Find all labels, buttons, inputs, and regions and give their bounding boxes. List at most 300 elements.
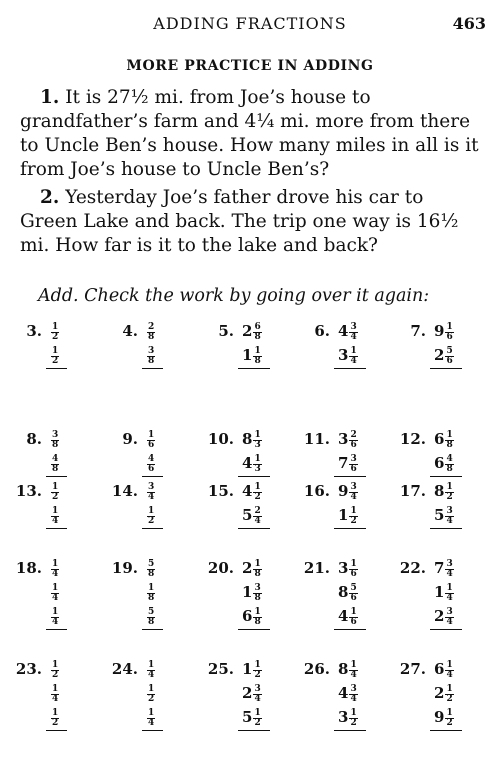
exercise-16	[300, 482, 396, 562]
whole-number: 4	[338, 607, 349, 625]
fraction	[349, 323, 357, 341]
numerator: 1	[148, 506, 155, 516]
denominator: 2	[254, 669, 261, 680]
addend	[50, 482, 67, 506]
word-problem-1	[20, 86, 486, 182]
denominator: 4	[446, 616, 453, 627]
denominator: 2	[148, 693, 155, 704]
addend-stack	[242, 660, 270, 731]
whole-number: 3	[338, 708, 349, 726]
whole-number: 3	[338, 346, 349, 364]
whole-number: 8	[338, 660, 349, 678]
addend	[338, 583, 366, 607]
numerator: 1	[52, 482, 59, 492]
denominator: 2	[52, 331, 59, 342]
fraction	[349, 608, 357, 626]
fraction	[147, 661, 155, 679]
denominator: 6	[446, 331, 453, 342]
exercise-number: 24.	[111, 660, 138, 678]
fraction	[253, 584, 261, 602]
whole-number: 1	[434, 583, 445, 601]
numerator: 3	[52, 430, 59, 440]
numerator: 2	[148, 322, 155, 332]
addend-underlined	[430, 708, 462, 731]
numerator: 1	[350, 660, 357, 670]
exercise-5	[204, 322, 300, 402]
numerator: 1	[254, 559, 261, 569]
whole-number: 2	[242, 684, 253, 702]
fraction	[349, 455, 357, 473]
numerator: 3	[148, 482, 155, 492]
numerator: 1	[446, 583, 453, 593]
addend-underlined	[46, 454, 67, 477]
fraction	[147, 323, 155, 341]
numerator: 1	[254, 660, 261, 670]
denominator: 8	[254, 592, 261, 603]
addend	[50, 583, 67, 607]
addend	[434, 322, 462, 346]
fraction	[445, 560, 453, 578]
addend-stack	[242, 559, 270, 630]
addend	[50, 660, 67, 684]
numerator: 2	[350, 430, 357, 440]
addend-underlined	[46, 607, 67, 630]
addend-stack	[338, 482, 366, 529]
fraction	[147, 584, 155, 602]
word-problem-2	[20, 186, 486, 258]
addend	[146, 482, 163, 506]
exercise-number: 15.	[207, 482, 234, 500]
addend	[242, 430, 270, 454]
fraction	[253, 661, 261, 679]
exercise-15	[204, 482, 300, 562]
whole-number: 1	[242, 660, 253, 678]
whole-number: 3	[338, 559, 349, 577]
fraction	[51, 347, 59, 365]
addend-stack	[146, 559, 163, 630]
whole-number: 6	[434, 660, 445, 678]
fraction	[51, 507, 59, 525]
fraction	[349, 709, 357, 727]
exercise-number: 22.	[399, 559, 426, 577]
addend	[146, 660, 163, 684]
denominator: 4	[52, 568, 59, 579]
fraction	[349, 584, 357, 602]
numerator: 3	[350, 482, 357, 492]
addend	[146, 322, 163, 346]
page-header	[0, 14, 500, 38]
addend-underlined	[430, 454, 462, 477]
numerator: 1	[52, 660, 59, 670]
denominator: 4	[52, 515, 59, 526]
denominator: 2	[446, 717, 453, 728]
addend-underlined	[430, 506, 462, 529]
running-title: ADDING FRACTIONS	[153, 14, 347, 33]
denominator: 2	[52, 491, 59, 502]
fraction	[349, 661, 357, 679]
denominator: 6	[446, 355, 453, 366]
numerator: 3	[350, 322, 357, 332]
exercise-number: 4.	[122, 322, 138, 340]
addend-underlined	[334, 454, 366, 477]
whole-number: 8	[242, 430, 253, 448]
addend-stack	[434, 430, 462, 477]
numerator: 1	[446, 322, 453, 332]
addend	[50, 322, 67, 346]
exercise-18	[12, 559, 108, 639]
addend-underlined	[46, 346, 67, 369]
denominator: 2	[52, 717, 59, 728]
addend	[242, 583, 270, 607]
denominator: 8	[148, 592, 155, 603]
exercise-number: 13.	[15, 482, 42, 500]
exercise-21	[300, 559, 396, 639]
denominator: 4	[446, 515, 453, 526]
fraction	[51, 560, 59, 578]
numerator: 4	[52, 454, 59, 464]
numerator: 3	[350, 454, 357, 464]
numerator: 1	[446, 708, 453, 718]
fraction	[349, 685, 357, 703]
fraction	[445, 685, 453, 703]
numerator: 3	[446, 506, 453, 516]
addend-underlined	[142, 454, 163, 477]
addend-stack	[242, 482, 270, 529]
numerator: 1	[52, 607, 59, 617]
addend-underlined	[238, 454, 270, 477]
addend	[434, 583, 462, 607]
whole-number: 9	[434, 322, 445, 340]
addend-stack	[50, 430, 67, 477]
exercise-number: 17.	[399, 482, 426, 500]
addend-underlined	[430, 607, 462, 630]
page-number: 463	[452, 14, 486, 33]
fraction	[349, 431, 357, 449]
numerator: 1	[446, 482, 453, 492]
addend-underlined	[238, 708, 270, 731]
numerator: 1	[148, 430, 155, 440]
denominator: 8	[254, 331, 261, 342]
numerator: 1	[254, 482, 261, 492]
numerator: 1	[254, 708, 261, 718]
numerator: 1	[350, 346, 357, 356]
exercise-number: 26.	[303, 660, 330, 678]
exercise-number: 19.	[111, 559, 138, 577]
denominator: 4	[350, 331, 357, 342]
numerator: 2	[254, 506, 261, 516]
fraction	[147, 431, 155, 449]
addend-stack	[50, 322, 67, 369]
numerator: 1	[254, 346, 261, 356]
fraction	[253, 685, 261, 703]
whole-number: 7	[338, 454, 349, 472]
denominator: 4	[52, 693, 59, 704]
denominator: 4	[446, 669, 453, 680]
fraction	[349, 507, 357, 525]
fraction	[253, 455, 261, 473]
addend	[146, 684, 163, 708]
numerator: 3	[254, 583, 261, 593]
whole-number: 9	[434, 708, 445, 726]
addend-underlined	[334, 506, 366, 529]
addend-underlined	[238, 607, 270, 630]
denominator: 2	[350, 717, 357, 728]
fraction	[349, 560, 357, 578]
addend-underlined	[142, 607, 163, 630]
denominator: 4	[350, 491, 357, 502]
addend-stack	[146, 482, 163, 529]
addend-stack	[338, 660, 366, 731]
fraction	[51, 431, 59, 449]
exercise-number: 3.	[26, 322, 42, 340]
denominator: 2	[446, 693, 453, 704]
exercise-14	[108, 482, 204, 562]
fraction	[445, 507, 453, 525]
whole-number: 2	[242, 322, 253, 340]
fraction	[51, 483, 59, 501]
numerator: 1	[148, 583, 155, 593]
exercise-23	[12, 660, 108, 740]
denominator: 2	[350, 515, 357, 526]
denominator: 2	[148, 515, 155, 526]
denominator: 4	[254, 693, 261, 704]
whole-number: 4	[242, 454, 253, 472]
problem-number: 1.	[40, 87, 60, 108]
numerator: 1	[254, 454, 261, 464]
addend	[50, 559, 67, 583]
denominator: 6	[350, 616, 357, 627]
fraction	[253, 507, 261, 525]
fraction	[147, 560, 155, 578]
fraction	[445, 323, 453, 341]
exercise-number: 9.	[122, 430, 138, 448]
whole-number: 6	[434, 454, 445, 472]
addend-underlined	[334, 607, 366, 630]
numerator: 1	[52, 708, 59, 718]
numerator: 1	[52, 583, 59, 593]
numerator: 3	[254, 684, 261, 694]
whole-number: 1	[242, 583, 253, 601]
section-title: MORE PRACTICE IN ADDING	[126, 58, 374, 74]
addend	[338, 559, 366, 583]
addend-underlined	[142, 506, 163, 529]
addend-stack	[146, 430, 163, 477]
denominator: 8	[446, 463, 453, 474]
fraction	[445, 584, 453, 602]
exercise-number: 20.	[207, 559, 234, 577]
numerator: 1	[148, 708, 155, 718]
addend-underlined	[430, 346, 462, 369]
fraction	[253, 431, 261, 449]
addend	[434, 482, 462, 506]
denominator: 8	[254, 616, 261, 627]
addend-stack	[338, 430, 366, 477]
whole-number: 5	[242, 506, 253, 524]
numerator: 1	[350, 559, 357, 569]
denominator: 6	[148, 439, 155, 450]
addend	[242, 684, 270, 708]
addend-stack	[242, 430, 270, 477]
numerator: 6	[254, 322, 261, 332]
exercise-number: 5.	[218, 322, 234, 340]
numerator: 1	[254, 607, 261, 617]
denominator: 8	[52, 463, 59, 474]
numerator: 1	[52, 684, 59, 694]
denominator: 3	[254, 439, 261, 450]
whole-number: 4	[338, 684, 349, 702]
addend-stack	[50, 482, 67, 529]
numerator: 1	[52, 506, 59, 516]
fraction	[349, 483, 357, 501]
whole-number: 8	[338, 583, 349, 601]
denominator: 2	[52, 669, 59, 680]
fraction	[445, 709, 453, 727]
denominator: 2	[446, 491, 453, 502]
whole-number: 4	[242, 482, 253, 500]
exercise-number: 8.	[26, 430, 42, 448]
exercise-number: 10.	[207, 430, 234, 448]
whole-number: 2	[434, 607, 445, 625]
exercise-17	[396, 482, 492, 562]
exercise-7	[396, 322, 492, 402]
numerator: 1	[446, 684, 453, 694]
denominator: 4	[148, 669, 155, 680]
addend	[338, 322, 366, 346]
exercise-number: 6.	[314, 322, 330, 340]
numerator: 5	[446, 346, 453, 356]
exercise-22	[396, 559, 492, 639]
exercise-number: 18.	[15, 559, 42, 577]
exercise-20	[204, 559, 300, 639]
denominator: 8	[148, 331, 155, 342]
addend	[146, 559, 163, 583]
addend-stack	[338, 559, 366, 630]
whole-number: 5	[434, 506, 445, 524]
addend-stack	[50, 559, 67, 630]
numerator: 3	[446, 607, 453, 617]
exercise-25	[204, 660, 300, 740]
fraction	[253, 347, 261, 365]
numerator: 4	[148, 454, 155, 464]
exercise-number: 7.	[410, 322, 426, 340]
exercise-number: 23.	[15, 660, 42, 678]
fraction	[253, 323, 261, 341]
fraction	[445, 455, 453, 473]
fraction	[51, 709, 59, 727]
whole-number: 2	[434, 684, 445, 702]
numerator: 3	[446, 559, 453, 569]
problem-number: 2.	[40, 187, 60, 208]
whole-number: 1	[338, 506, 349, 524]
numerator: 1	[148, 660, 155, 670]
addend-underlined	[334, 708, 366, 731]
numerator: 3	[350, 684, 357, 694]
addend-stack	[242, 322, 270, 369]
fraction	[253, 483, 261, 501]
denominator: 2	[254, 717, 261, 728]
addend-underlined	[46, 506, 67, 529]
denominator: 4	[254, 515, 261, 526]
whole-number: 5	[242, 708, 253, 726]
numerator: 1	[446, 430, 453, 440]
fraction	[445, 347, 453, 365]
denominator: 4	[350, 355, 357, 366]
exercise-6	[300, 322, 396, 402]
denominator: 8	[254, 568, 261, 579]
numerator: 1	[254, 430, 261, 440]
denominator: 8	[148, 616, 155, 627]
addend-stack	[146, 660, 163, 731]
exercise-27	[396, 660, 492, 740]
whole-number: 2	[434, 346, 445, 364]
fraction	[51, 685, 59, 703]
addend-underlined	[238, 346, 270, 369]
denominator: 8	[52, 439, 59, 450]
numerator: 5	[148, 607, 155, 617]
denominator: 8	[254, 355, 261, 366]
addend	[50, 684, 67, 708]
exercise-13	[12, 482, 108, 562]
denominator: 8	[148, 355, 155, 366]
denominator: 6	[350, 463, 357, 474]
exercise-instructions: Add. Check the work by going over it again:	[38, 286, 430, 306]
whole-number: 1	[242, 346, 253, 364]
addend	[338, 430, 366, 454]
whole-number: 8	[434, 482, 445, 500]
denominator: 6	[148, 463, 155, 474]
addend-underlined	[142, 708, 163, 731]
denominator: 2	[254, 491, 261, 502]
exercise-number: 14.	[111, 482, 138, 500]
denominator: 2	[52, 355, 59, 366]
fraction	[51, 608, 59, 626]
exercise-number: 11.	[303, 430, 330, 448]
problem-text: It is 27½ mi. from Joe’s house to grandfather’s farm and 4¼ mi. more from there to Uncle Ben’s house. How many miles in all is it from Joe’s house to Uncle Ben’s?	[20, 87, 479, 180]
denominator: 4	[148, 491, 155, 502]
denominator: 4	[148, 717, 155, 728]
addend	[242, 482, 270, 506]
problem-text: Yesterday Joe’s father drove his car to Green Lake and back. The trip one way is 16½ mi. How far is it to the lake and back?	[20, 187, 459, 256]
numerator: 1	[52, 322, 59, 332]
addend	[434, 684, 462, 708]
whole-number: 4	[338, 322, 349, 340]
fraction	[445, 483, 453, 501]
addend-stack	[146, 322, 163, 369]
exercise-number: 21.	[303, 559, 330, 577]
fraction	[445, 431, 453, 449]
denominator: 8	[446, 439, 453, 450]
addend	[338, 660, 366, 684]
exercise-number: 25.	[207, 660, 234, 678]
numerator: 1	[52, 346, 59, 356]
fraction	[253, 560, 261, 578]
numerator: 1	[350, 506, 357, 516]
numerator: 1	[350, 708, 357, 718]
whole-number: 6	[434, 430, 445, 448]
addend-underlined	[46, 708, 67, 731]
addend-stack	[434, 482, 462, 529]
exercise-number: 12.	[399, 430, 426, 448]
addend	[434, 559, 462, 583]
addend	[338, 684, 366, 708]
fraction	[147, 685, 155, 703]
fraction	[51, 661, 59, 679]
addend	[338, 482, 366, 506]
fraction	[51, 323, 59, 341]
addend	[50, 430, 67, 454]
exercise-24	[108, 660, 204, 740]
whole-number: 9	[338, 482, 349, 500]
